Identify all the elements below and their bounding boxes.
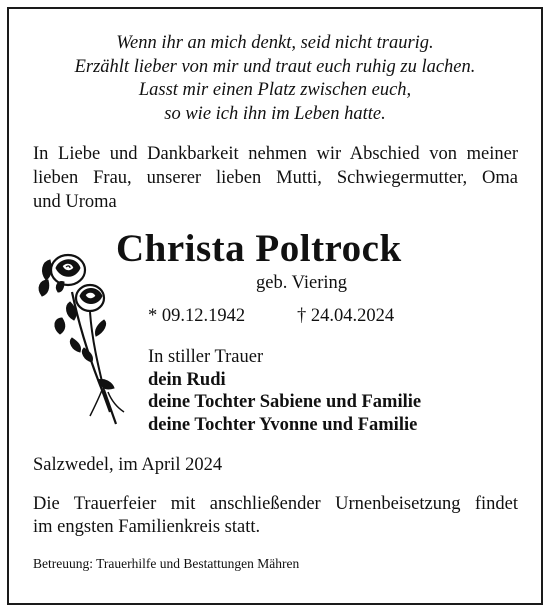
mourner-name: dein Rudi [148, 369, 226, 390]
mourner-name: deine Tochter Sabiene und Familie [148, 392, 422, 412]
poem-line: Wenn ihr an mich denkt, seid nicht traurig. [116, 33, 434, 53]
place-date: Salzwedel, im April 2024 [33, 455, 223, 475]
mourners-block [148, 346, 421, 436]
poem-line: so wie ich ihn im Leben hatte. [164, 103, 386, 124]
intro-line: lieben Frau, unserer lieben Mutti, Schwiegermutter, Oma [33, 168, 518, 188]
funeral-home-credit: Betreuung: Trauerhilfe und Bestattungen Mähren [33, 556, 300, 571]
poem-line: Lasst mir einen Platz zwischen euch, [138, 80, 412, 100]
service-text [33, 493, 518, 539]
death-date: † 24.04.2024 [297, 306, 395, 326]
maiden-name: geb. Viering [256, 273, 348, 293]
deceased-name: Christa Poltrock [116, 227, 402, 270]
service-line: Die Trauerfeier mit anschließender Urnenbeisetzung findet [33, 494, 518, 514]
poem [0, 32, 550, 126]
birth-date: * 09.12.1942 [148, 306, 246, 326]
intro-text [33, 142, 518, 214]
mourners-heading: In stiller Trauer [148, 347, 264, 367]
service-line: im engsten Familienkreis statt. [33, 517, 261, 537]
intro-line: In Liebe und Dankbarkeit nehmen wir Abschied von meiner [33, 144, 518, 164]
mourner-name: deine Tochter Yvonne und Familie [148, 414, 418, 435]
poem-line: Erzählt lieber von mir und traut euch ruhig zu lachen. [74, 56, 476, 77]
intro-line: und Uroma [33, 192, 117, 212]
